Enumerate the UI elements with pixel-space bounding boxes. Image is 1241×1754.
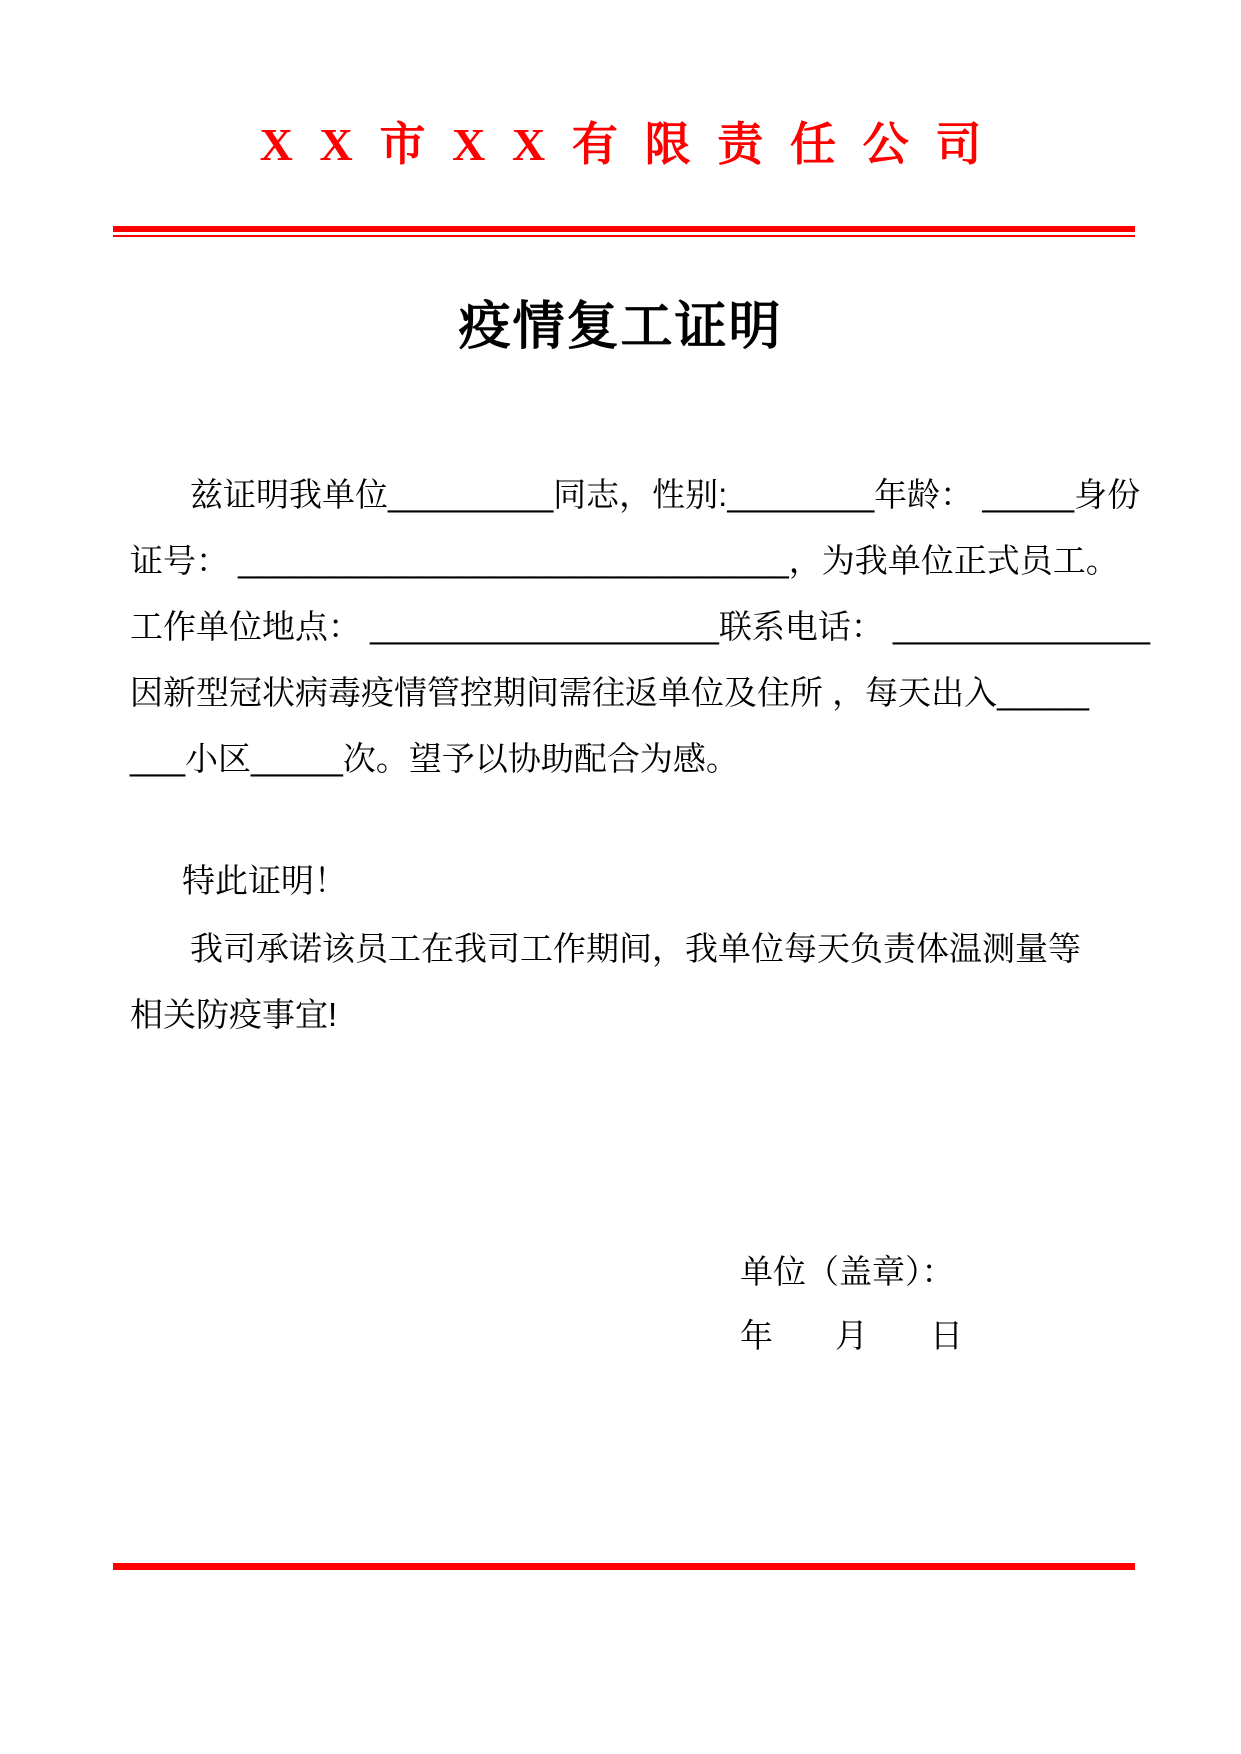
promise-line-1: 我司承诺该员工在我司工作期间，我单位每天负责体温测量等: [190, 930, 1081, 967]
document-title: 疫情复工证明: [458, 298, 783, 356]
month-label: 月: [835, 1317, 868, 1354]
certify-statement: 特此证明！: [182, 862, 347, 899]
promise-line-2: 相关防疫事宜!: [130, 996, 338, 1033]
day-label: 日: [930, 1317, 963, 1354]
body-line-5: ___小区_____次。望予以协助配合为感。: [130, 740, 739, 777]
year-label: 年: [740, 1317, 773, 1354]
body-line-4: 因新型冠状病毒疫情管控期间需往返单位及住所 ，每天出入_____: [130, 674, 1089, 711]
body-paragraph: [130, 462, 1150, 792]
body-line-2: 证号： ______________________________，为我单位正式员工。: [130, 542, 1119, 579]
company-name: XX市XX有限责任公司: [259, 119, 1009, 170]
body-line-1: 兹证明我单位_________同志，性别:________年龄： _____身份: [190, 476, 1141, 513]
unit-seal-label: 单位（盖章）：: [740, 1253, 955, 1290]
header-double-rule: [113, 226, 1135, 237]
body-line-3: 工作单位地点： ___________________联系电话： ______________: [130, 608, 1150, 645]
date-line: [740, 1312, 963, 1360]
promise-paragraph: [130, 916, 1123, 1048]
footer-rule: [113, 1563, 1135, 1570]
